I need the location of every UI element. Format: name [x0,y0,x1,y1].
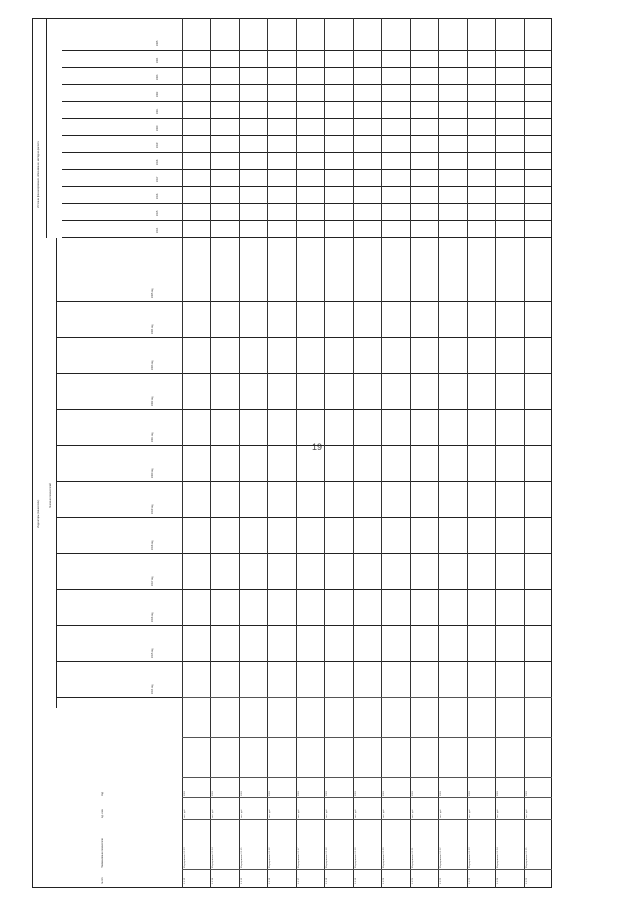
row-no: 1.1.19 [354,877,357,884]
left-column-rule [182,738,552,739]
left-column-rule [182,698,552,699]
row-name: Мероприятие 1.1.14 [212,847,215,868]
row-unit: тыс. руб. [354,808,357,818]
row-no: 1.1.23 [468,877,471,884]
right-year-header: 2021 [156,108,159,114]
row-code: 1001 [297,791,300,796]
row-no: 1.1.17 [297,877,300,884]
right-year-header: 2017 [156,176,159,182]
table-row [353,18,382,888]
year-header: 2016 год [151,612,154,622]
table-row [410,18,439,888]
header-group-right: Источник финансирования, обоснование, методика расчета [37,141,40,208]
right-year-header: 2023 [156,74,159,80]
row-name: Мероприятие 1.1.17 [297,847,300,868]
row-name: Мероприятие 1.1.24 [497,847,500,868]
row-unit: тыс. руб. [212,808,215,818]
year-header: 2025 год [151,288,154,298]
row-unit: тыс. руб. [184,808,186,818]
left-column-rule [182,870,552,871]
table-row [239,18,268,888]
row-no: 1.1.20 [383,877,386,884]
table-row [381,18,410,888]
row-code: 1001 [184,791,186,796]
row-name: Мероприятие 1.1.25 [525,847,528,868]
row-name: Мероприятие 1.1.22 [440,847,443,868]
row-no: 1.1.22 [440,877,443,884]
row-unit: тыс. руб. [269,808,272,818]
right-year-header: 2016 [156,193,159,199]
right-year-header: 2018 [156,159,159,165]
header-group-main: Индикаторы (показатели) [37,499,40,528]
row-unit: тыс. руб. [326,808,329,818]
table-row [438,18,467,888]
year-header: 2018 год [151,540,154,550]
right-year-header: 2025 [156,40,159,46]
year-header: 2014 год [151,684,154,694]
row-name: Мероприятие 1.1.19 [354,847,357,868]
year-header: 2020 год [151,468,154,478]
right-year-header: 2022 [156,91,159,97]
row-no: 1.1.25 [525,877,528,884]
row-name: Мероприятие 1.1.18 [326,847,329,868]
row-code: 1001 [240,791,243,796]
year-header: 2017 год [151,576,154,586]
row-code: 1001 [468,791,471,796]
row-name: Мероприятие 1.1.20 [383,847,386,868]
row-name: Мероприятие 1.1.13 [184,847,186,868]
header-group-sub: Значения показателей [49,482,52,508]
row-unit: тыс. руб. [411,808,414,818]
row-no: 1.1.21 [411,877,414,884]
year-header: 2019 год [151,504,154,514]
row-unit: тыс. руб. [297,808,300,818]
row-no: 1.1.15 [240,877,243,884]
left-column-rule [182,820,552,821]
header-unit: Ед. изм. [101,808,104,818]
row-no: 1.1.24 [497,877,500,884]
year-header: 2015 год [151,648,154,658]
header-code: Код [101,791,104,796]
left-column-rule [182,798,552,799]
row-code: 1001 [411,791,414,796]
row-code: 1001 [326,791,329,796]
row-unit: тыс. руб. [468,808,471,818]
row-unit: тыс. руб. [497,808,500,818]
year-header: 2022 год [151,396,154,406]
year-header: 2021 год [151,432,154,442]
row-code: 1001 [497,791,500,796]
table-header [32,18,182,888]
table-row [324,18,353,888]
year-header: 2024 год [151,324,154,334]
right-year-header: 2020 [156,125,159,131]
table-body [182,18,552,888]
row-unit: тыс. руб. [383,808,386,818]
right-year-header: 2019 [156,142,159,148]
row-no: 1.1.16 [269,877,272,884]
row-code: 1001 [440,791,443,796]
row-no: 1.1.13 [184,877,186,884]
row-code: 1001 [525,791,528,796]
right-year-header: 2015 [156,210,159,216]
page-number: 19 [312,442,323,452]
header-group-rule-2 [56,238,57,708]
table-row [495,18,524,888]
row-name: Мероприятие 1.1.21 [411,847,414,868]
table-row [267,18,296,888]
row-code: 1001 [383,791,386,796]
row-unit: тыс. руб. [240,808,243,818]
row-code: 1001 [212,791,215,796]
row-unit: тыс. руб. [440,808,443,818]
row-no: 1.1.18 [326,877,329,884]
row-name: Мероприятие 1.1.15 [240,847,243,868]
table-row [467,18,496,888]
table-row [182,18,211,888]
header-no: № п/п [101,877,104,884]
row-name: Мероприятие 1.1.16 [269,847,272,868]
left-column-rule [182,778,552,779]
right-year-header: 2014 [156,227,159,233]
row-unit: тыс. руб. [525,808,528,818]
row-name: Мероприятие 1.1.23 [468,847,471,868]
year-header: 2023 год [151,360,154,370]
row-no: 1.1.14 [212,877,215,884]
header-name: Наименование показателя [101,838,104,868]
table-row [210,18,239,888]
row-code: 1001 [269,791,272,796]
header-group-rule [46,18,47,238]
row-code: 1001 [354,791,357,796]
rotated-table-document [32,18,552,888]
table-row [296,18,325,888]
right-year-header: 2024 [156,57,159,63]
table-row [524,18,553,888]
